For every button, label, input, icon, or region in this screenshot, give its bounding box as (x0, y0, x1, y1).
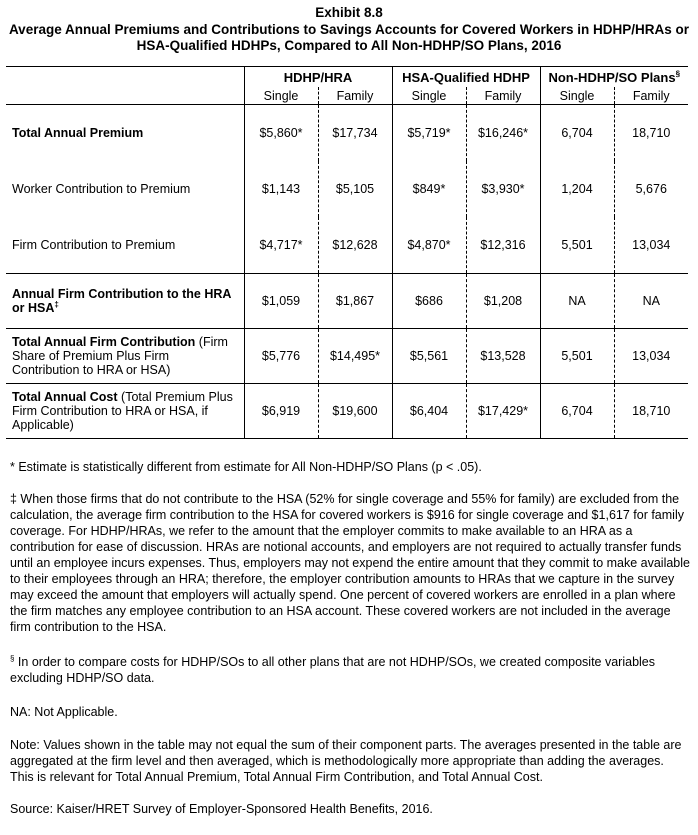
value-cell: $12,316 (466, 217, 540, 274)
row-label-bold: Total Annual Premium (12, 126, 144, 140)
row-label (6, 274, 244, 329)
value-cell: $17,429* (466, 384, 540, 439)
value-cell: 18,710 (614, 384, 688, 439)
value-cell: 5,501 (540, 329, 614, 384)
table-row (6, 105, 688, 162)
row-label-bold: Total Annual Cost (12, 390, 118, 404)
section-note-mark: § (10, 653, 15, 663)
exhibit-title (4, 22, 694, 54)
premium-table (6, 66, 688, 439)
methodology-note: Note: Values shown in the table may not equal the sum of their component parts. The averages presented in the table are aggregated at the firm level and then averaged, which is methodologically more appropriate than adding the averages. This is relevant for Total Annual Premium, Total Annual Firm Contribution, and Total Annual Cost. (10, 738, 682, 784)
value-cell: $14,495* (318, 329, 392, 384)
value-cell: $1,867 (318, 274, 392, 329)
value-cell: $3,930* (466, 161, 540, 217)
value-cell: $6,404 (392, 384, 466, 439)
value-cell: $5,719* (392, 105, 466, 162)
table-row (6, 384, 688, 439)
na-note: NA: Not Applicable. (10, 705, 118, 719)
value-cell: 1,204 (540, 161, 614, 217)
value-cell: 13,034 (614, 329, 688, 384)
subheader-cell: Single (540, 87, 614, 105)
value-cell: $16,246* (466, 105, 540, 162)
row-label-bold: Annual Firm Contribution to the HRA or HSA (12, 287, 231, 315)
value-cell: $13,528 (466, 329, 540, 384)
subheader-cell: Family (466, 87, 540, 105)
double-dagger-mark: ‡ (54, 299, 59, 309)
section-note (10, 654, 690, 686)
table-row (6, 274, 688, 329)
value-cell: $4,870* (392, 217, 466, 274)
value-cell: $849* (392, 161, 466, 217)
value-cell: 5,676 (614, 161, 688, 217)
subheader-cell: Single (392, 87, 466, 105)
row-label (6, 329, 244, 384)
value-cell: $686 (392, 274, 466, 329)
double-dagger-note: ‡ When those firms that do not contribute to the HSA (52% for single coverage and 55% for family) are excluded from the calculation, the average firm contribution to the HSA for covered workers is $916 for single coverage and $1,617 for family coverage. For HDHP/HRAs, we refer to the amount that the employer commits to make available to an HRA as a contribution for ease of discussion. HRAs are notional accounts, and employers are not required to actually transfer funds until an employee incurs expenses. Thus, employers may not expend the entire amount that they commit to make available to their employees through an HRA; therefore, the employer contribution amounts to HRAs that we capture in the survey may exceed the amount that employers will actually spend. One percent of covered workers are enrolled in a plan where the firm matches any employee contribution to an HSA account. These covered workers are not included in the average firm contribution to the HSA. (10, 492, 690, 634)
group-header-hsa: HSA-Qualified HDHP (392, 67, 540, 87)
value-cell: $1,059 (244, 274, 318, 329)
table-row (6, 217, 688, 274)
subheader-row (6, 87, 688, 105)
row-label (6, 105, 244, 162)
value-cell: NA (540, 274, 614, 329)
value-cell: $17,734 (318, 105, 392, 162)
value-cell: 5,501 (540, 217, 614, 274)
row-label: Worker Contribution to Premium (12, 182, 191, 196)
row-label: Firm Contribution to Premium (6, 217, 244, 274)
row-label-bold: Total Annual Firm Contribution (12, 335, 196, 349)
value-cell: $5,561 (392, 329, 466, 384)
value-cell: $1,143 (244, 161, 318, 217)
row-label-rest: (Total Premium Plus Firm Contribution to HRA or HSA, if Applicable) (12, 390, 233, 432)
group-header-non-hdhp (540, 67, 688, 87)
group-header-non-hdhp-text: Non-HDHP/SO Plans (548, 69, 676, 85)
value-cell: $19,600 (318, 384, 392, 439)
table-row (6, 161, 688, 217)
asterisk-note: * Estimate is statistically different from estimate for All Non-HDHP/SO Plans (p < .05). (10, 460, 482, 474)
group-header-row (6, 67, 688, 87)
row-label-rest: (Firm Share of Premium Plus Firm Contribution to HRA or HSA) (12, 335, 228, 377)
subheader-cell: Family (318, 87, 392, 105)
value-cell: $5,105 (318, 161, 392, 217)
title-line-1: Average Annual Premiums and Contributions to Savings Accounts for Covered Workers in HDHP/HRAs or (8, 22, 690, 37)
row-label (6, 384, 244, 439)
value-cell: $5,776 (244, 329, 318, 384)
value-cell: $1,208 (466, 274, 540, 329)
section-mark: § (675, 69, 681, 79)
subheader-cell: Single (244, 87, 318, 105)
value-cell: $12,628 (318, 217, 392, 274)
value-cell: 13,034 (614, 217, 688, 274)
exhibit-label: Exhibit 8.8 (315, 5, 383, 20)
group-header-hdhp-hra: HDHP/HRA (244, 67, 392, 87)
subheader-corner (6, 87, 244, 105)
section-note-text: In order to compare costs for HDHP/SOs to all other plans that are not HDHP/SOs, we created composite variables excluding HDHP/SO data. (10, 655, 656, 685)
value-cell: $4,717* (244, 217, 318, 274)
corner-cell (6, 67, 244, 87)
value-cell: 18,710 (614, 105, 688, 162)
value-cell: NA (614, 274, 688, 329)
title-line-2: HSA-Qualified HDHPs, Compared to All Non-HDHP/SO Plans, 2016 (136, 38, 562, 53)
value-cell: 6,704 (540, 384, 614, 439)
subheader-cell: Family (614, 87, 688, 105)
value-cell: 6,704 (540, 105, 614, 162)
source-note: Source: Kaiser/HRET Survey of Employer-Sponsored Health Benefits, 2016. (10, 802, 433, 816)
value-cell: $5,860* (244, 105, 318, 162)
table-row (6, 329, 688, 384)
value-cell: $6,919 (244, 384, 318, 439)
